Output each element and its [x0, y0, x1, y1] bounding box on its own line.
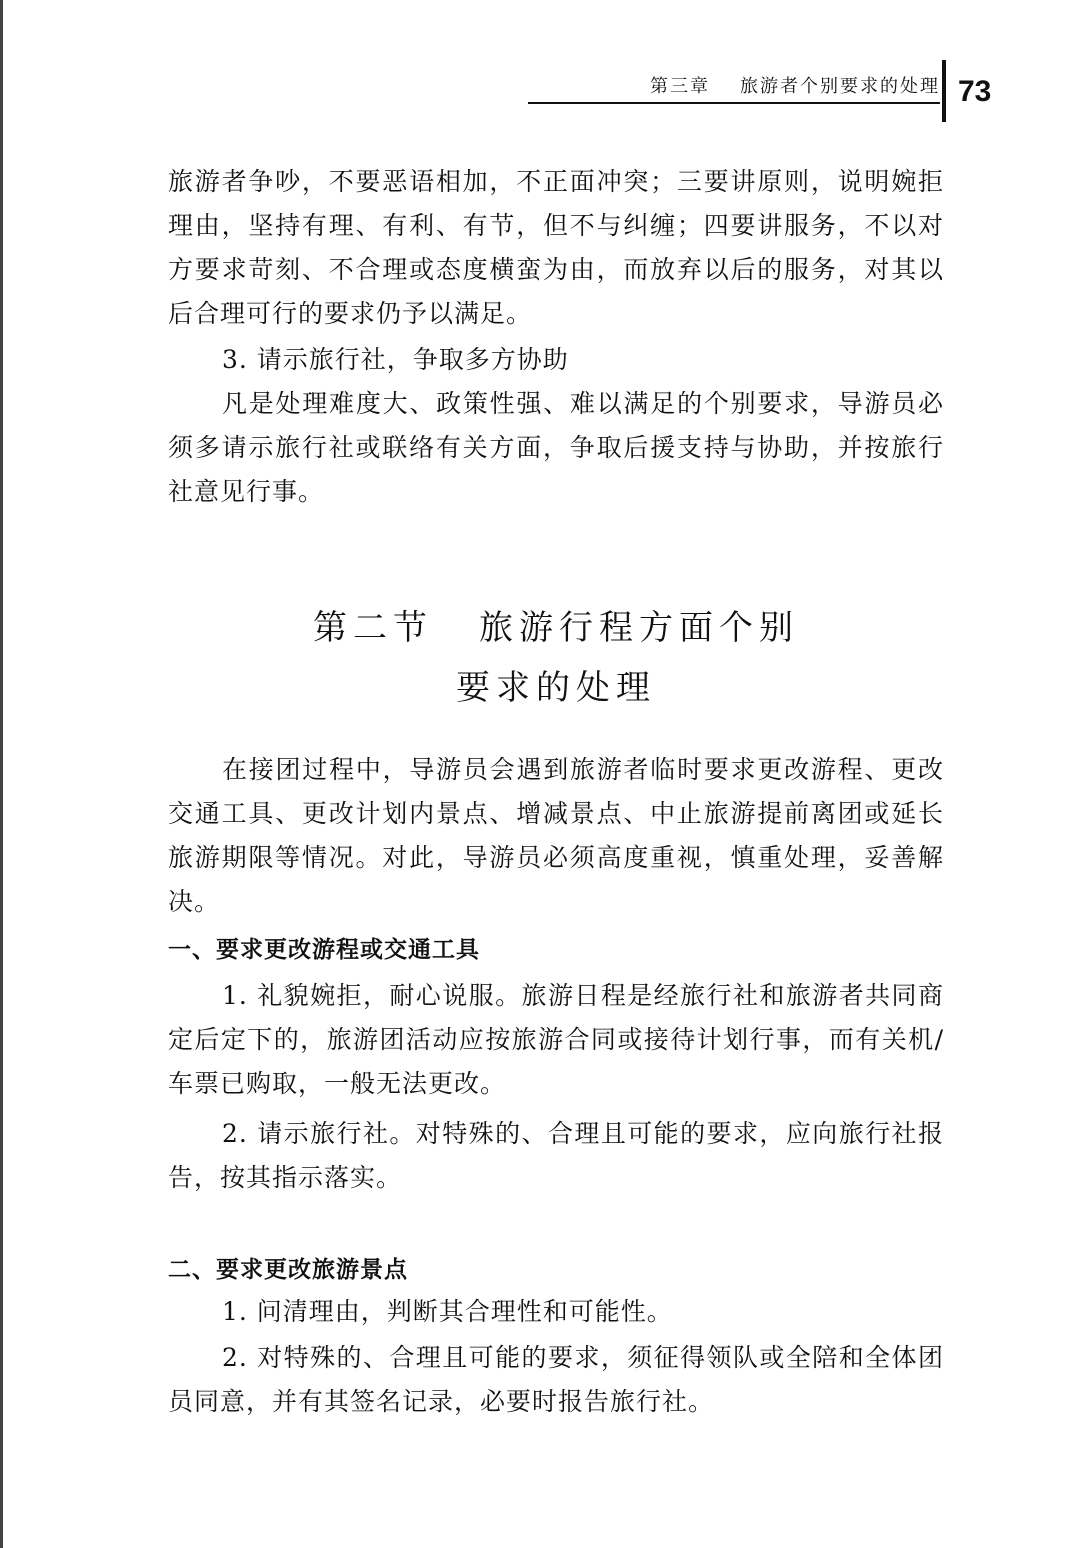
header-divider [942, 60, 946, 122]
page-edge [0, 0, 3, 1548]
section-intro: 在接团过程中，导游员会遇到旅游者临时要求更改游程、更改交通工具、更改计划内景点、增减景点、中止旅游提前离团或延长旅游期限等情况。对此，导游员必须高度重视，慎重处理，妥善解决。 [168, 755, 944, 916]
section-title-text: 旅游行程方面个别 [479, 608, 799, 648]
subsection2-item1: 1. 问清理由，判断其合理性和可能性。 [222, 1297, 673, 1326]
subsection2-heading: 二、要求更改旅游景点 [168, 1257, 408, 1283]
section-title-line2: 要求的处理 [456, 668, 656, 708]
chapter-label: 第三章 [650, 76, 710, 97]
section-title-line1 [168, 598, 944, 658]
subsection1-heading: 一、要求更改游程或交通工具 [168, 937, 480, 963]
chapter-title: 旅游者个别要求的处理 [740, 76, 940, 97]
running-header [528, 72, 940, 104]
page-number: 73 [958, 75, 992, 108]
point3-heading: 3. 请示旅行社，争取多方协助 [222, 345, 569, 374]
subsection1-item2: 2. 请示旅行社。对特殊的、合理且可能的要求，应向旅行社报告，按其指示落实。 [168, 1119, 944, 1192]
intro-paragraph: 旅游者争吵，不要恶语相加，不正面冲突；三要讲原则，说明婉拒理由，坚持有理、有利、有节，但不与纠缠；四要讲服务，不以对方要求苛刻、不合理或态度横蛮为由，而放弃以后的服务，对其以后合理可行的要求仍予以满足。 [168, 167, 944, 328]
subsection1-item1: 1. 礼貌婉拒，耐心说服。旅游日程是经旅行社和旅游者共同商定后定下的，旅游团活动应按旅游合同或接待计划行事，而有关机/车票已购取，一般无法更改。 [168, 981, 944, 1098]
subsection2-item2: 2. 对特殊的、合理且可能的要求，须征得领队或全陪和全体团员同意，并有其签名记录，必要时报告旅行社。 [168, 1343, 944, 1416]
section-number: 第二节 [313, 608, 433, 648]
point3-body: 凡是处理难度大、政策性强、难以满足的个别要求，导游员必须多请示旅行社或联络有关方面，争取后援支持与协助，并按旅行社意见行事。 [168, 389, 944, 506]
